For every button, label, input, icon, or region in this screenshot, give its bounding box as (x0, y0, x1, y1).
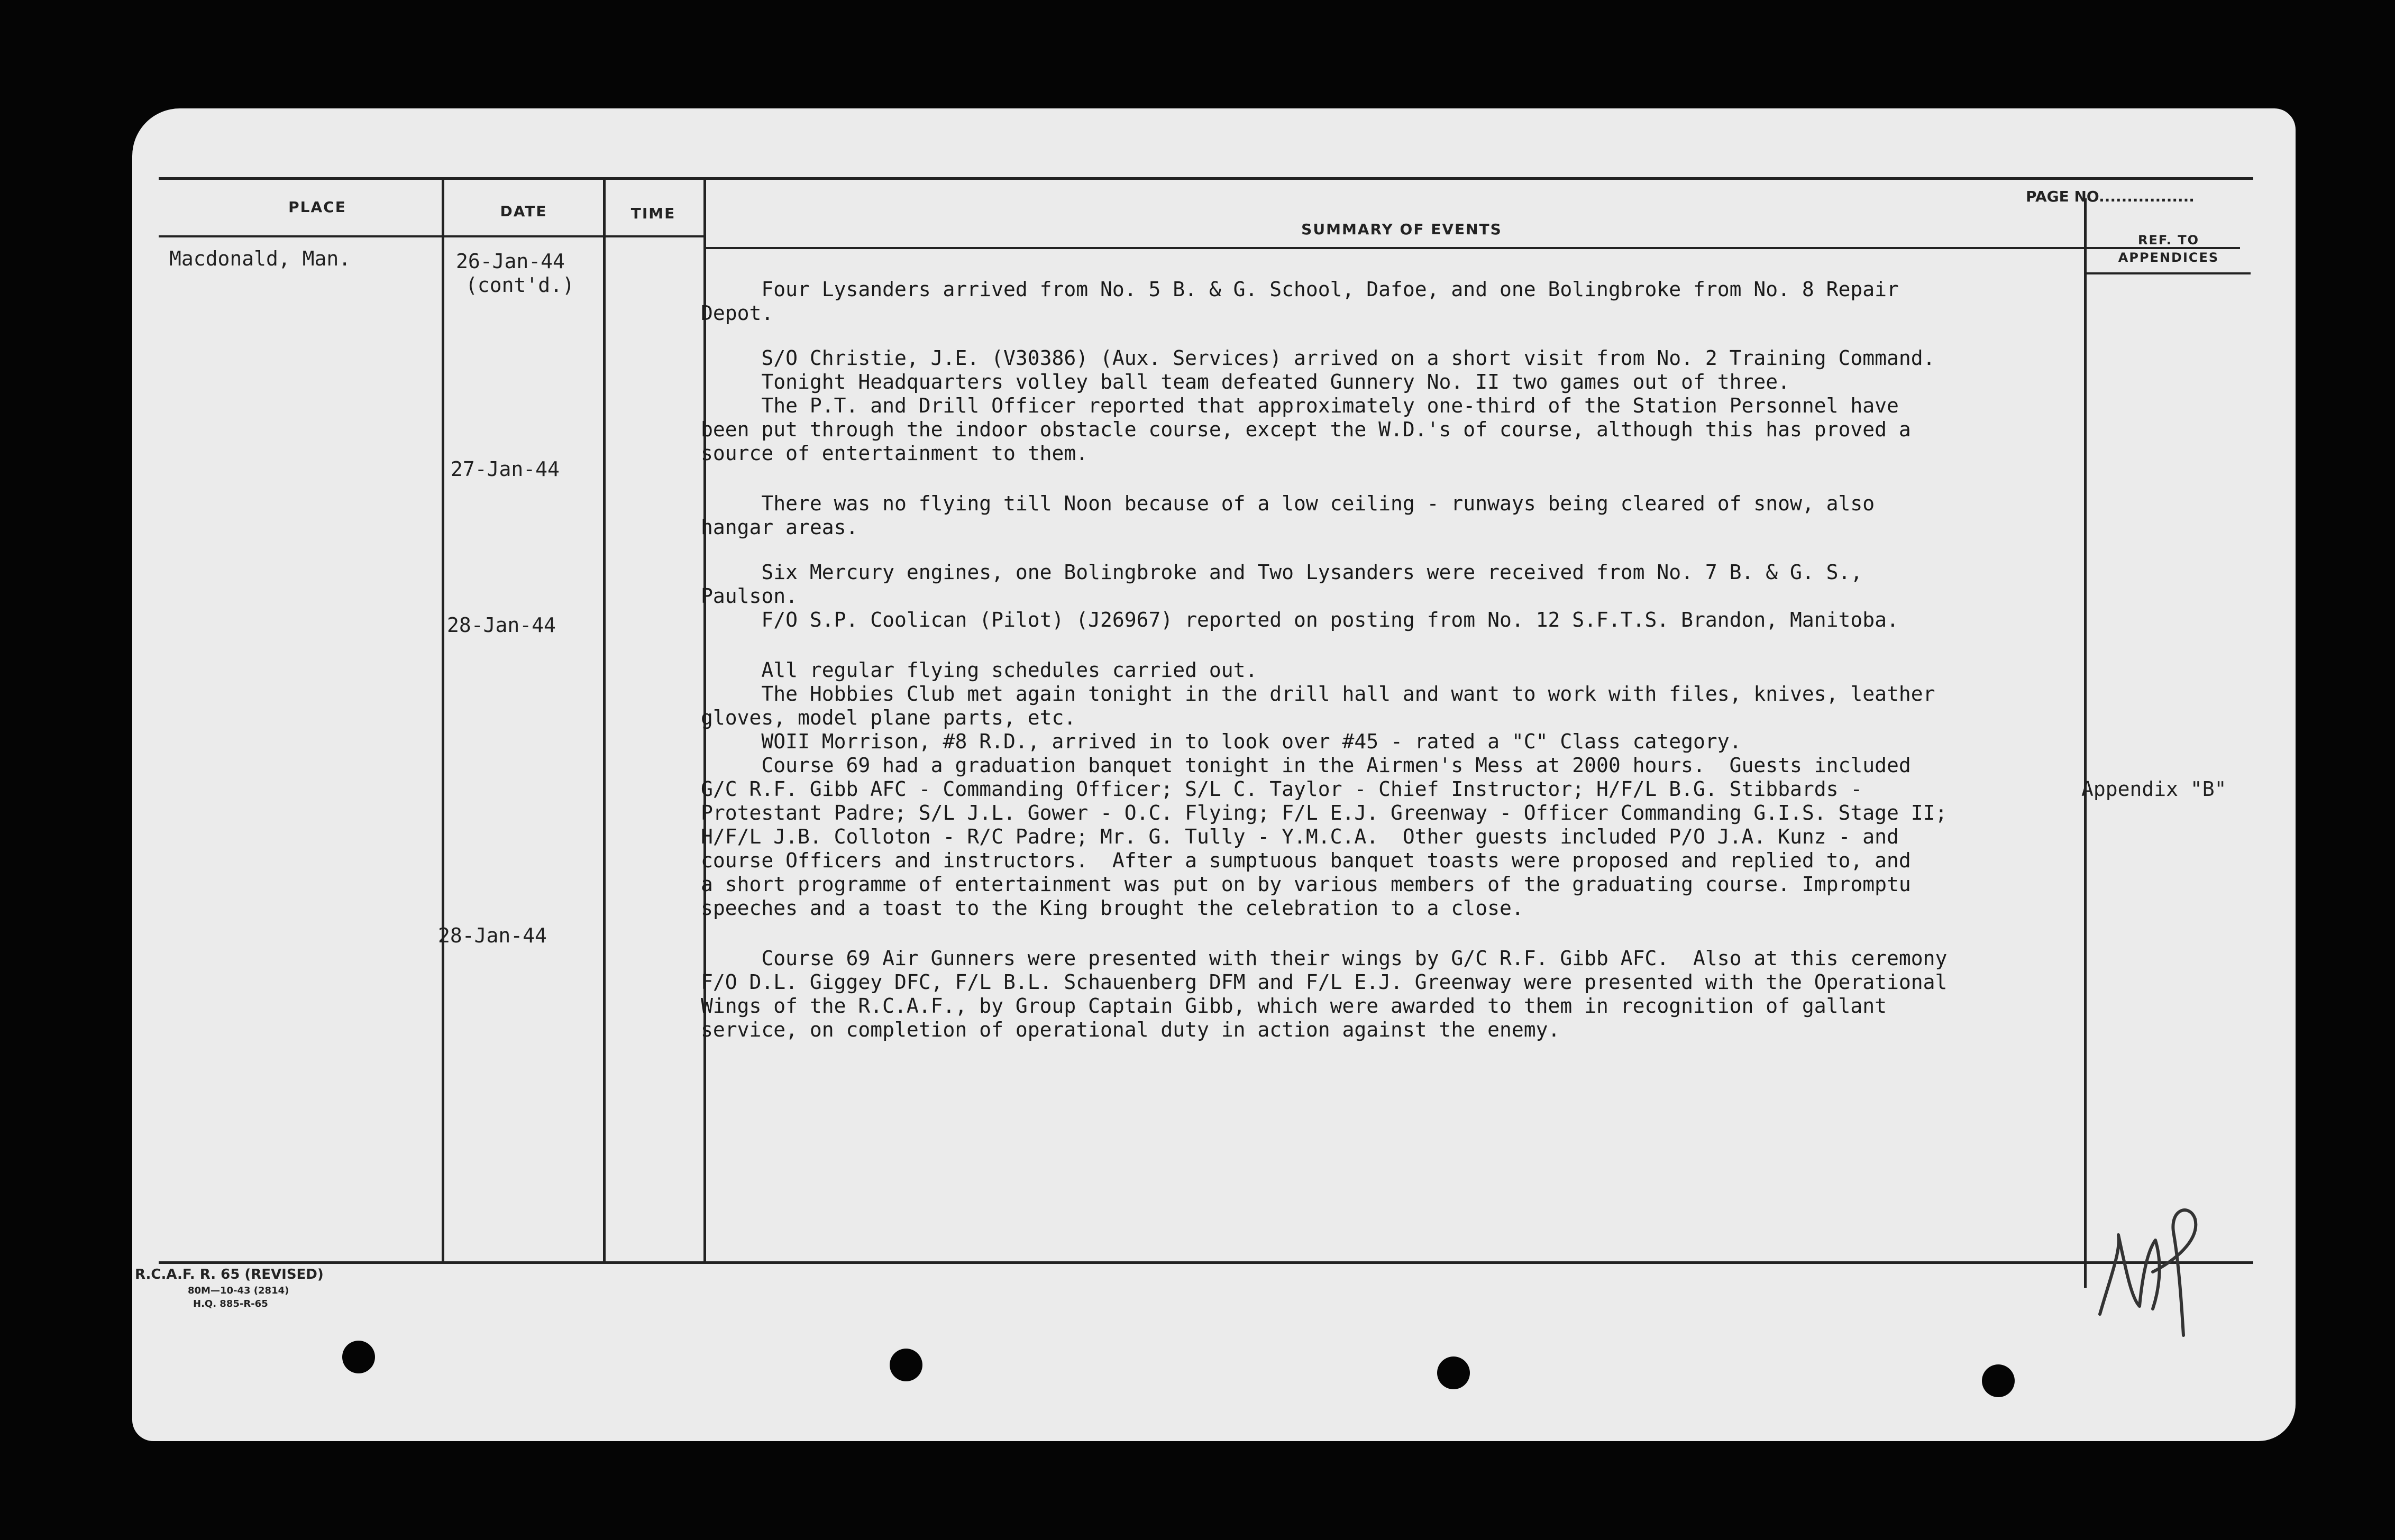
header-page-no: PAGE NO................. (2026, 188, 2195, 205)
date-entry-4: 28-Jan-44 (438, 924, 547, 947)
summary-line: speeches and a toast to the King brought the celebration to a close. (701, 896, 1524, 920)
binder-hole-1 (342, 1341, 375, 1373)
header-ref-line1: REF. TO (2138, 233, 2199, 248)
binder-hole-3 (1437, 1356, 1470, 1389)
date-entry-3: 28-Jan-44 (447, 613, 556, 637)
summary-line: Wings of the R.C.A.F., by Group Captain Gibb, which were awarded to them in recognition of gallant (701, 994, 1887, 1018)
summary-line: Six Mercury engines, one Bolingbroke and Two Lysanders were received from No. 7 B. & G. S., (701, 561, 1863, 584)
summary-line: H/F/L J.B. Colloton - R/C Padre; Mr. G. Tully - Y.M.C.A. Other guests included P/O J.A. Kunz - and (701, 825, 1899, 848)
summary-line: F/O S.P. Coolican (Pilot) (J26967) reported on posting from No. 12 S.F.T.S. Brandon, Manitoba. (701, 608, 1899, 631)
summary-line: course Officers and instructors. After a sumptuous banquet toasts were proposed and replied to, and (701, 849, 1911, 872)
date-entry-1: 26-Jan-44 (456, 250, 565, 273)
header-place: PLACE (288, 198, 346, 216)
summary-line: hangar areas. (701, 516, 858, 539)
summary-line: F/O D.L. Giggey DFC, F/L B.L. Schauenberg DFM and F/L E.J. Greenway were presented with the Operational (701, 970, 1948, 994)
summary-line: been put through the indoor obstacle course, except the W.D.'s of course, although this has proved a (701, 418, 1911, 441)
summary-line: Course 69 had a graduation banquet tonight in the Airmen's Mess at 2000 hours. Guests included (701, 754, 1911, 777)
summary-line: All regular flying schedules carried out. (701, 658, 1258, 682)
binder-hole-2 (890, 1349, 922, 1381)
summary-line: There was no flying till Noon because of a low ceiling - runways being cleared of snow, also (701, 492, 1875, 515)
col-divider-place-date (442, 177, 444, 1261)
bottom-rule (159, 1261, 2253, 1264)
header-summary: SUMMARY OF EVENTS (1301, 221, 1502, 238)
form-id-line2: 80M—10-43 (2814) (188, 1285, 289, 1296)
date-entry-1-cont: (cont'd.) (465, 273, 574, 297)
summary-line: Course 69 Air Gunners were presented with their wings by G/C R.F. Gibb AFC. Also at this ceremony (701, 947, 1948, 970)
col-divider-summary-ref (2084, 198, 2087, 1288)
appendix-ref: Appendix "B" (2081, 777, 2227, 801)
summary-line: Depot. (701, 301, 774, 325)
summary-line: source of entertainment to them. (701, 442, 1089, 465)
summary-line: Paulson. (701, 584, 798, 608)
form-id-line1: R.C.A.F. R. 65 (REVISED) (135, 1267, 324, 1282)
header-rule-left (159, 235, 703, 237)
header-date: DATE (500, 203, 547, 220)
summary-line: Tonight Headquarters volley ball team defeated Gunnery No. II two games out of three. (701, 370, 1790, 393)
date-entry-2: 27-Jan-44 (451, 457, 560, 481)
summary-line: service, on completion of operational duty in action against the enemy. (701, 1018, 1560, 1041)
handwritten-initials (2089, 1193, 2216, 1341)
summary-line: Four Lysanders arrived from No. 5 B. & G. School, Dafoe, and one Bolingbroke from No. 8 Repair (701, 278, 1899, 301)
summary-line: gloves, model plane parts, etc. (701, 706, 1076, 729)
summary-line: WOII Morrison, #8 R.D., arrived in to look over #45 - rated a "C" Class category. (701, 730, 1742, 753)
summary-line: Protestant Padre; S/L J.L. Gower - O.C. Flying; F/L E.J. Greenway - Officer Commanding G.I.S. Stage II; (701, 801, 1948, 824)
ref-header-rule (2084, 272, 2251, 274)
place-entry: Macdonald, Man. (169, 247, 351, 270)
header-ref-line2: APPENDICES (2118, 250, 2219, 265)
binder-hole-4 (1982, 1364, 2015, 1397)
summary-line: S/O Christie, J.E. (V30386) (Aux. Services) arrived on a short visit from No. 2 Training Command. (701, 346, 1935, 370)
header-time: TIME (630, 205, 676, 222)
header-rule-summary (703, 247, 2240, 249)
summary-of-events (701, 278, 2055, 1042)
summary-line: The P.T. and Drill Officer reported that approximately one-third of the Station Personnel have (701, 394, 1899, 417)
summary-line: G/C R.F. Gibb AFC - Commanding Officer; S/L C. Taylor - Chief Instructor; H/F/L B.G. Stibbards - (701, 777, 1863, 801)
summary-line: The Hobbies Club met again tonight in the drill hall and want to work with files, knives, leather (701, 682, 1935, 705)
summary-line: a short programme of entertainment was put on by various members of the graduating course. Impromptu (701, 873, 1911, 896)
col-divider-date-time (603, 177, 606, 1261)
form-id-line3: H.Q. 885-R-65 (193, 1298, 268, 1309)
top-rule (159, 177, 2253, 180)
diary-form-card (132, 108, 2296, 1441)
